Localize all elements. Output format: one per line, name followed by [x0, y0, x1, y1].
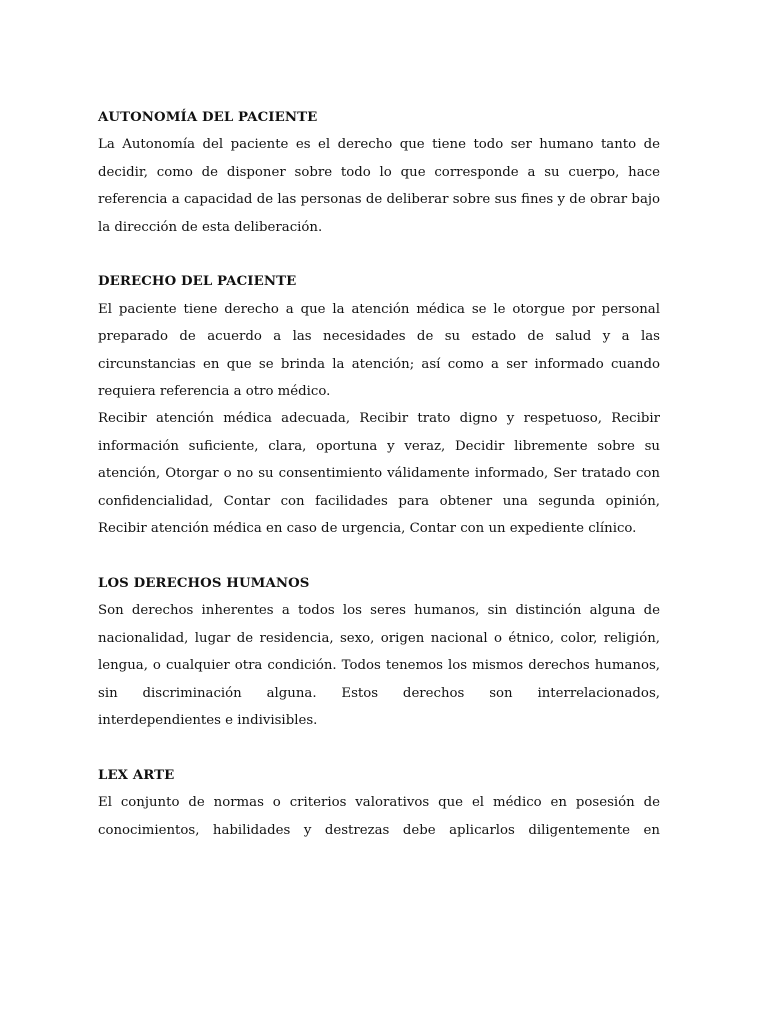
- section-paragraph: Recibir atención médica adecuada, Recibir trato digno y respetuoso, Recibir información suficiente, clara, oportuna y veraz, Decidir libremente sobre su atención, Otorgar o no su consentimiento válidamente informado, Ser tratado con confidencialidad, Contar con facilidades para obtener una segunda opinión, Recibir atención médica en caso de urgencia, Contar con un expediente clínico.: [98, 411, 660, 537]
- section-heading: LOS DERECHOS HUMANOS: [98, 575, 310, 591]
- section-heading: LEX ARTE: [98, 767, 175, 783]
- section-heading: DERECHO DEL PACIENTE: [98, 274, 297, 290]
- section-paragraph: La Autonomía del paciente es el derecho que tiene todo ser humano tanto de decidir, como de disponer sobre todo lo que corresponde a su cuerpo, hace referencia a capacidad de las personas de deliberar sobre sus fines y de obrar bajo la dirección de esta deliberación.: [98, 137, 660, 235]
- section-heading: AUTONOMÍA DEL PACIENTE: [98, 110, 318, 125]
- section-paragraph: El paciente tiene derecho a que la atención médica se le otorgue por personal preparado de acuerdo a las necesidades de su estado de salud y a las circunstancias en que se brinda la atención; así como a ser informado cuando requiera referencia a otro médico.: [98, 301, 660, 400]
- section-autonomia: [98, 104, 660, 241]
- section-paragraph: El conjunto de normas o criterios valorativos que el médico en posesión de conocimientos, habilidades y destrezas debe aplicarlos diligentemente en: [98, 795, 660, 838]
- section-derecho-del-paciente: [98, 268, 660, 542]
- section-lex-arte: [98, 762, 660, 844]
- section-derechos-humanos: [98, 570, 660, 734]
- document-page: [98, 104, 660, 871]
- section-paragraph: Son derechos inherentes a todos los seres humanos, sin distinción alguna de nacionalidad, lugar de residencia, sexo, origen nacional o étnico, color, religión, lengua, o cualquier otra condición. Todos tenemos los mismos derechos humanos, sin discriminación alguna. Estos derechos son interrelacionados, interdependientes e indivisibles.: [98, 603, 660, 728]
